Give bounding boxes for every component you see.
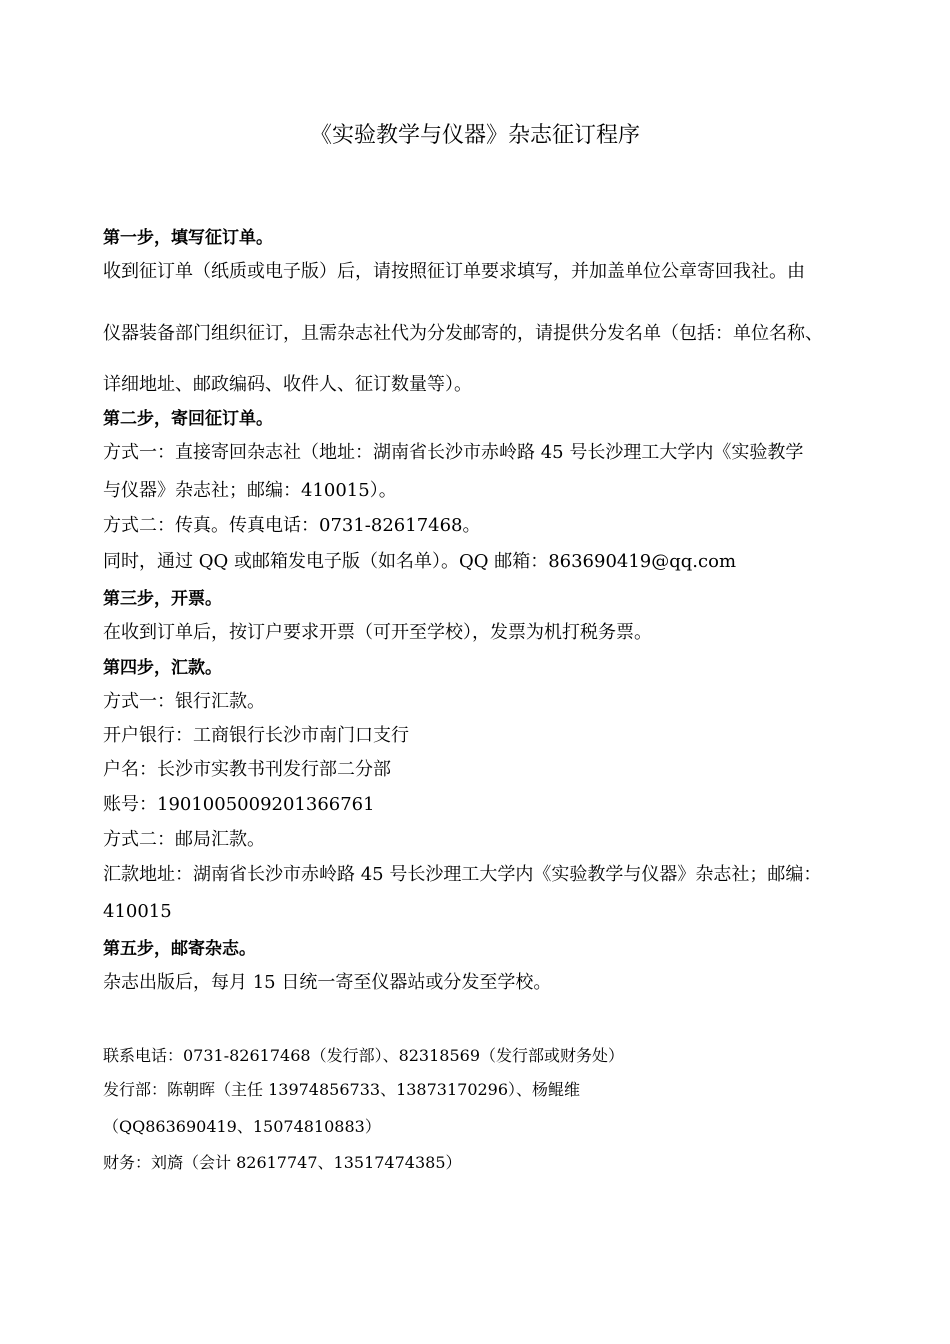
step1-text-line1: 收到征订单（纸质或电子版）后，请按照征订单要求填写，并加盖单位公章寄回我社。由 <box>103 261 805 282</box>
contact-dept-line2: （QQ863690419、15074810883） <box>103 1117 381 1136</box>
step2-method1-line2: 与仪器》杂志社；邮编：410015）。 <box>103 480 397 501</box>
step3-heading: 第三步，开票。 <box>103 589 222 609</box>
step4-remit-address-line2: 410015 <box>103 901 172 922</box>
contact-phone: 联系电话：0731-82617468（发行部）、82318569（发行部或财务处） <box>103 1046 625 1065</box>
contact-dept-line1: 发行部：陈朝晖（主任 13974856733、13873170296）、杨鲲维 <box>103 1080 581 1099</box>
document-title: 《实验教学与仪器》杂志征订程序 <box>309 123 640 148</box>
step5-text: 杂志出版后，每月 15 日统一寄至仪器站或分发至学校。 <box>103 972 552 993</box>
step1-heading: 第一步，填写征订单。 <box>103 228 273 248</box>
step4-bank: 开户银行：工商银行长沙市南门口支行 <box>103 725 409 746</box>
step1-text-line2: 仪器装备部门组织征订，且需杂志社代为分发邮寄的，请提供分发名单（包括：单位名称、 <box>103 323 823 344</box>
step4-account-number: 账号：1901005009201366761 <box>103 794 375 815</box>
step4-method1: 方式一：银行汇款。 <box>103 691 265 712</box>
step4-account-name: 户名：长沙市实教书刊发行部二分部 <box>103 759 391 780</box>
step4-heading: 第四步，汇款。 <box>103 658 222 678</box>
contact-finance: 财务：刘旖（会计 82617747、13517474385） <box>103 1153 462 1172</box>
step2-email-line: 同时，通过 QQ 或邮箱发电子版（如名单）。QQ 邮箱：863690419@qq.com <box>103 551 737 572</box>
step5-heading: 第五步，邮寄杂志。 <box>103 939 256 959</box>
step2-method1-line1: 方式一：直接寄回杂志社（地址：湖南省长沙市赤岭路 45 号长沙理工大学内《实验教学 <box>103 442 804 463</box>
step4-remit-address-line1: 汇款地址：湖南省长沙市赤岭路 45 号长沙理工大学内《实验教学与仪器》杂志社；邮编： <box>103 864 822 885</box>
step4-method2: 方式二：邮局汇款。 <box>103 829 265 850</box>
step2-heading: 第二步，寄回征订单。 <box>103 409 273 429</box>
step1-text-line3: 详细地址、邮政编码、收件人、征订数量等）。 <box>103 374 472 395</box>
step2-method2: 方式二：传真。传真电话：0731-82617468。 <box>103 515 481 536</box>
step3-text: 在收到订单后，按订户要求开票（可开至学校），发票为机打税务票。 <box>103 622 652 643</box>
